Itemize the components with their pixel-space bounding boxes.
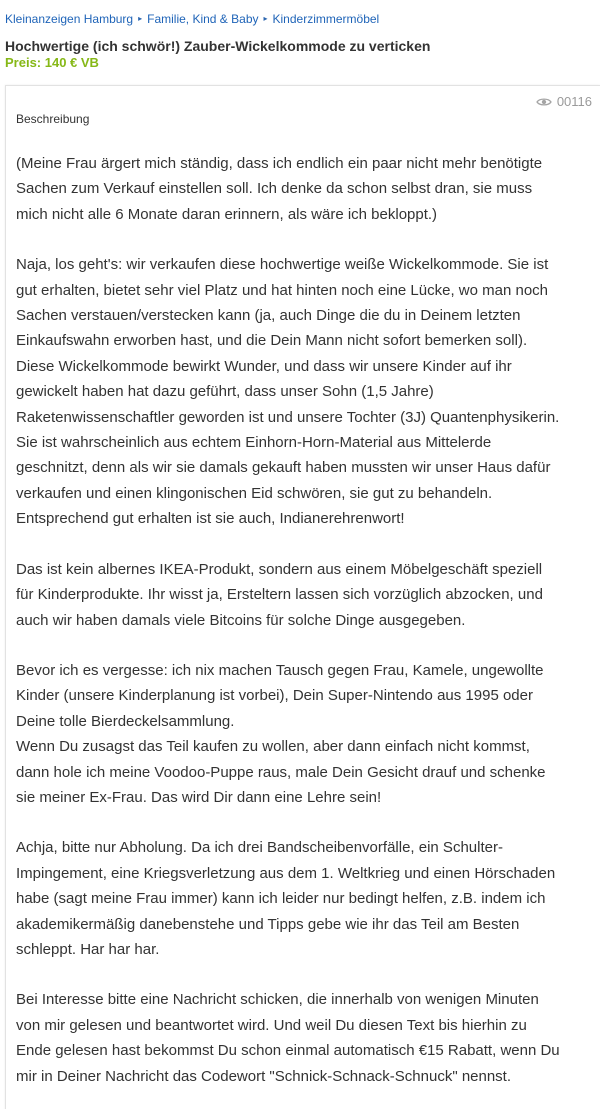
description-line: sie meiner Ex-Frau. Das wird Dir dann eine Lehre sein! — [16, 788, 382, 806]
description-line: Bei Interesse bitte eine Nachricht schicken, die innerhalb von wenigen Minuten — [16, 991, 539, 1009]
description-line: gewickelt haben hat dazu geführt, dass unser Sohn (1,5 Jahre) — [16, 383, 434, 401]
description-line: Deine tolle Bierdeckelsammlung. — [16, 712, 235, 730]
eye-icon — [536, 97, 552, 107]
breadcrumb-link-nursery-furniture[interactable]: Kinderzimmermöbel — [272, 12, 380, 26]
description-paragraph — [16, 151, 598, 227]
description-line: geschnitzt, denn als wir sie damals gekauft haben mussten wir unser Haus dafür — [16, 459, 551, 477]
ad-price: Preis: 140 € VB — [5, 55, 99, 70]
ad-title: Hochwertige (ich schwör!) Zauber-Wickelkommode zu verticken — [5, 38, 431, 54]
description-line: für Kinderprodukte. Ihr wisst ja, Ersteltern lassen sich vorzüglich abzocken, und — [16, 586, 543, 604]
description-line: Entsprechend gut erhalten ist sie auch, Indianerehrenwort! — [16, 510, 405, 528]
description-line: Ende gelesen hast bekommst Du schon einmal automatisch €15 Rabatt, wenn Du — [16, 1042, 560, 1060]
description-text — [16, 151, 598, 1109]
description-paragraph — [16, 252, 598, 531]
description-line: Impingement, eine Kriegsverletzung aus dem 1. Weltkrieg und einen Hörschaden — [16, 864, 556, 882]
description-heading: Beschreibung — [16, 112, 90, 126]
description-line: Das ist kein albernes IKEA-Produkt, sondern aus einem Möbelgeschäft speziell — [16, 560, 543, 578]
description-line: Sachen verstauen/verstecken kann (ja, auch Dinge die du in Deinem letzten — [16, 307, 521, 325]
description-line: von mir gelesen und beantwortet wird. Und weil Du diesen Text bis hierhin zu — [16, 1016, 527, 1034]
breadcrumb-link-hamburg[interactable]: Kleinanzeigen Hamburg — [5, 12, 134, 26]
description-line: verkaufen und einen klingonischen Eid schwören, sie gut zu behandeln. — [16, 484, 493, 502]
description-line: Naja, los geht's: wir verkaufen diese hochwertige weiße Wickelkommode. Sie ist — [16, 256, 549, 274]
description-line: (Meine Frau ärgert mich ständig, dass ich endlich ein paar nicht mehr benötigte — [16, 155, 543, 172]
description-line: Einkaufswahn erworben hast, und die Dein Mann nicht sofort bemerken soll). — [16, 332, 528, 350]
description-paragraph — [16, 557, 598, 633]
description-line: Kinder (unsere Kinderplanung ist vorbei), Dein Super-Nintendo aus 1995 oder — [16, 687, 533, 705]
description-line: gut erhalten, bietet sehr viel Platz und hat hinten noch eine Lücke, wo man noch — [16, 281, 549, 299]
description-paragraph — [16, 835, 598, 962]
description-line: Raketenwissenschaftler geworden ist und unsere Tochter (3J) Quantenphysikerin. — [16, 408, 560, 426]
breadcrumb — [5, 12, 379, 26]
breadcrumb-separator-icon: ▸ — [263, 13, 268, 23]
description-line: Achja, bitte nur Abholung. Da ich drei Bandscheibenvorfälle, ein Schulter- — [16, 839, 503, 857]
description-panel — [5, 85, 600, 1109]
description-line: mich nicht alle 6 Monate daran erinnern, als wäre ich bekloppt.) — [16, 205, 438, 223]
description-line: schleppt. Har har har. — [16, 940, 160, 958]
description-paragraph — [16, 658, 598, 810]
description-line: auch wir haben damals viele Bitcoins für solche Dinge ausgegeben. — [16, 611, 466, 629]
description-line: Sachen zum Verkauf einstellen soll. Ich denke da schon selbst dran, sie muss — [16, 180, 533, 198]
description-line: dann hole ich meine Voodoo-Puppe raus, male Dein Gesicht drauf und schenke — [16, 763, 546, 781]
description-line: akademikermäßig danebenstehe und Tipps gebe wie ihr das Teil am Besten — [16, 915, 520, 933]
description-line: Diese Wickelkommode bewirkt Wunder, und dass wir unsere Kinder auf ihr — [16, 357, 512, 375]
description-paragraph — [16, 987, 598, 1089]
breadcrumb-link-family[interactable]: Familie, Kind & Baby — [147, 12, 259, 26]
description-line: mir in Deiner Nachricht das Codewort "Schnick-Schnack-Schnuck" nennst. — [16, 1067, 512, 1085]
description-line: Sie ist wahrscheinlich aus echtem Einhorn-Horn-Material aus Mittelerde — [16, 434, 492, 452]
description-line: Bevor ich es vergesse: ich nix machen Tausch gegen Frau, Kamele, ungewollte — [16, 661, 544, 679]
breadcrumb-separator-icon: ▸ — [138, 13, 143, 23]
view-count: 00116 — [556, 94, 592, 109]
description-line: Wenn Du zusagst das Teil kaufen zu wollen, aber dann einfach nicht kommst, — [16, 738, 530, 756]
description-line: habe (sagt meine Frau immer) kann ich leider nur bedingt helfen, z.B. indem ich — [16, 890, 546, 908]
view-counter — [536, 94, 592, 109]
